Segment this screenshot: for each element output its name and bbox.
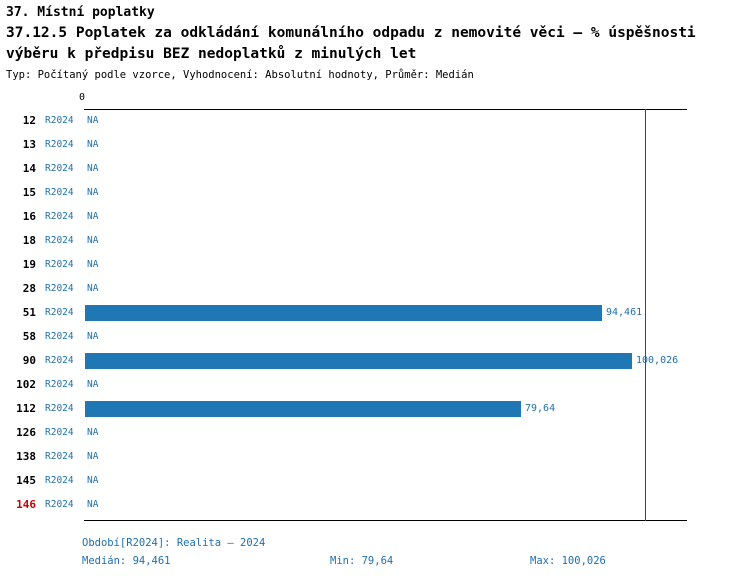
legend-max: Max: 100,026 (530, 555, 606, 567)
bar-value-label: 100,026 (636, 355, 679, 366)
row-category-label: 146 (16, 498, 36, 511)
bar[interactable] (85, 305, 602, 321)
row-na-label: NA (87, 451, 99, 462)
table-row[interactable] (0, 109, 750, 133)
legend-median: Medián: 94,461 (82, 555, 171, 567)
row-category-label: 112 (16, 402, 36, 415)
row-series-label: R2024 (45, 355, 74, 366)
row-category-label: 138 (16, 450, 36, 463)
row-na-label: NA (87, 499, 99, 510)
row-category-label: 15 (22, 186, 36, 199)
row-na-label: NA (87, 283, 99, 294)
row-series-label: R2024 (45, 283, 74, 294)
row-category-label: 145 (16, 474, 36, 487)
table-row[interactable] (0, 349, 750, 373)
bar-row-list (0, 109, 750, 517)
row-na-label: NA (87, 259, 99, 270)
row-category-label: 13 (22, 138, 36, 151)
row-series-label: R2024 (45, 403, 74, 414)
x-axis-tick-0: 0 (79, 92, 86, 103)
table-row[interactable] (0, 205, 750, 229)
table-row[interactable] (0, 181, 750, 205)
table-row[interactable] (0, 469, 750, 493)
bar-value-label: 94,461 (606, 307, 643, 318)
section-title: 37. Místní poplatky (6, 5, 155, 20)
row-na-label: NA (87, 235, 99, 246)
row-na-label: NA (87, 475, 99, 486)
table-row[interactable] (0, 253, 750, 277)
table-row[interactable] (0, 373, 750, 397)
table-row[interactable] (0, 445, 750, 469)
row-na-label: NA (87, 163, 99, 174)
table-row[interactable] (0, 277, 750, 301)
row-category-label: 14 (22, 162, 36, 175)
table-row[interactable] (0, 301, 750, 325)
row-series-label: R2024 (45, 139, 74, 150)
row-category-label: 90 (22, 354, 36, 367)
row-category-label: 58 (22, 330, 36, 343)
bar[interactable] (85, 401, 521, 417)
legend-min: Min: 79,64 (330, 555, 394, 567)
bar[interactable] (85, 353, 632, 369)
legend-period: Období[R2024]: Realita – 2024 (82, 537, 266, 549)
row-series-label: R2024 (45, 427, 74, 438)
table-row[interactable] (0, 493, 750, 517)
row-series-label: R2024 (45, 307, 74, 318)
row-na-label: NA (87, 427, 99, 438)
table-row[interactable] (0, 133, 750, 157)
table-row[interactable] (0, 421, 750, 445)
row-na-label: NA (87, 187, 99, 198)
table-row[interactable] (0, 157, 750, 181)
row-category-label: 102 (16, 378, 36, 391)
chart-header (0, 0, 750, 83)
row-category-label: 18 (22, 234, 36, 247)
row-category-label: 51 (22, 306, 36, 319)
page-title: 37.12.5 Poplatek za odkládání komunálního odpadu z nemovité věci – % úspěšnosti výběru k předpisu BEZ nedoplatků z minulých let (6, 25, 696, 62)
row-series-label: R2024 (45, 331, 74, 342)
row-series-label: R2024 (45, 115, 74, 126)
chart-plot-area (0, 92, 750, 532)
bar-value-label: 79,64 (525, 403, 556, 414)
row-category-label: 12 (22, 114, 36, 127)
table-row[interactable] (0, 397, 750, 421)
table-row[interactable] (0, 229, 750, 253)
row-category-label: 28 (22, 282, 36, 295)
row-category-label: 19 (22, 258, 36, 271)
row-na-label: NA (87, 211, 99, 222)
row-series-label: R2024 (45, 235, 74, 246)
row-na-label: NA (87, 331, 99, 342)
row-na-label: NA (87, 115, 99, 126)
row-na-label: NA (87, 379, 99, 390)
row-series-label: R2024 (45, 187, 74, 198)
row-category-label: 126 (16, 426, 36, 439)
table-row[interactable] (0, 325, 750, 349)
chart-subtitle: Typ: Počítaný podle vzorce, Vyhodnocení: Absolutní hodnoty, Průměr: Medián (6, 69, 474, 81)
row-na-label: NA (87, 139, 99, 150)
row-series-label: R2024 (45, 379, 74, 390)
row-series-label: R2024 (45, 499, 74, 510)
row-series-label: R2024 (45, 163, 74, 174)
row-series-label: R2024 (45, 451, 74, 462)
row-series-label: R2024 (45, 259, 74, 270)
row-series-label: R2024 (45, 211, 74, 222)
row-category-label: 16 (22, 210, 36, 223)
row-series-label: R2024 (45, 475, 74, 486)
